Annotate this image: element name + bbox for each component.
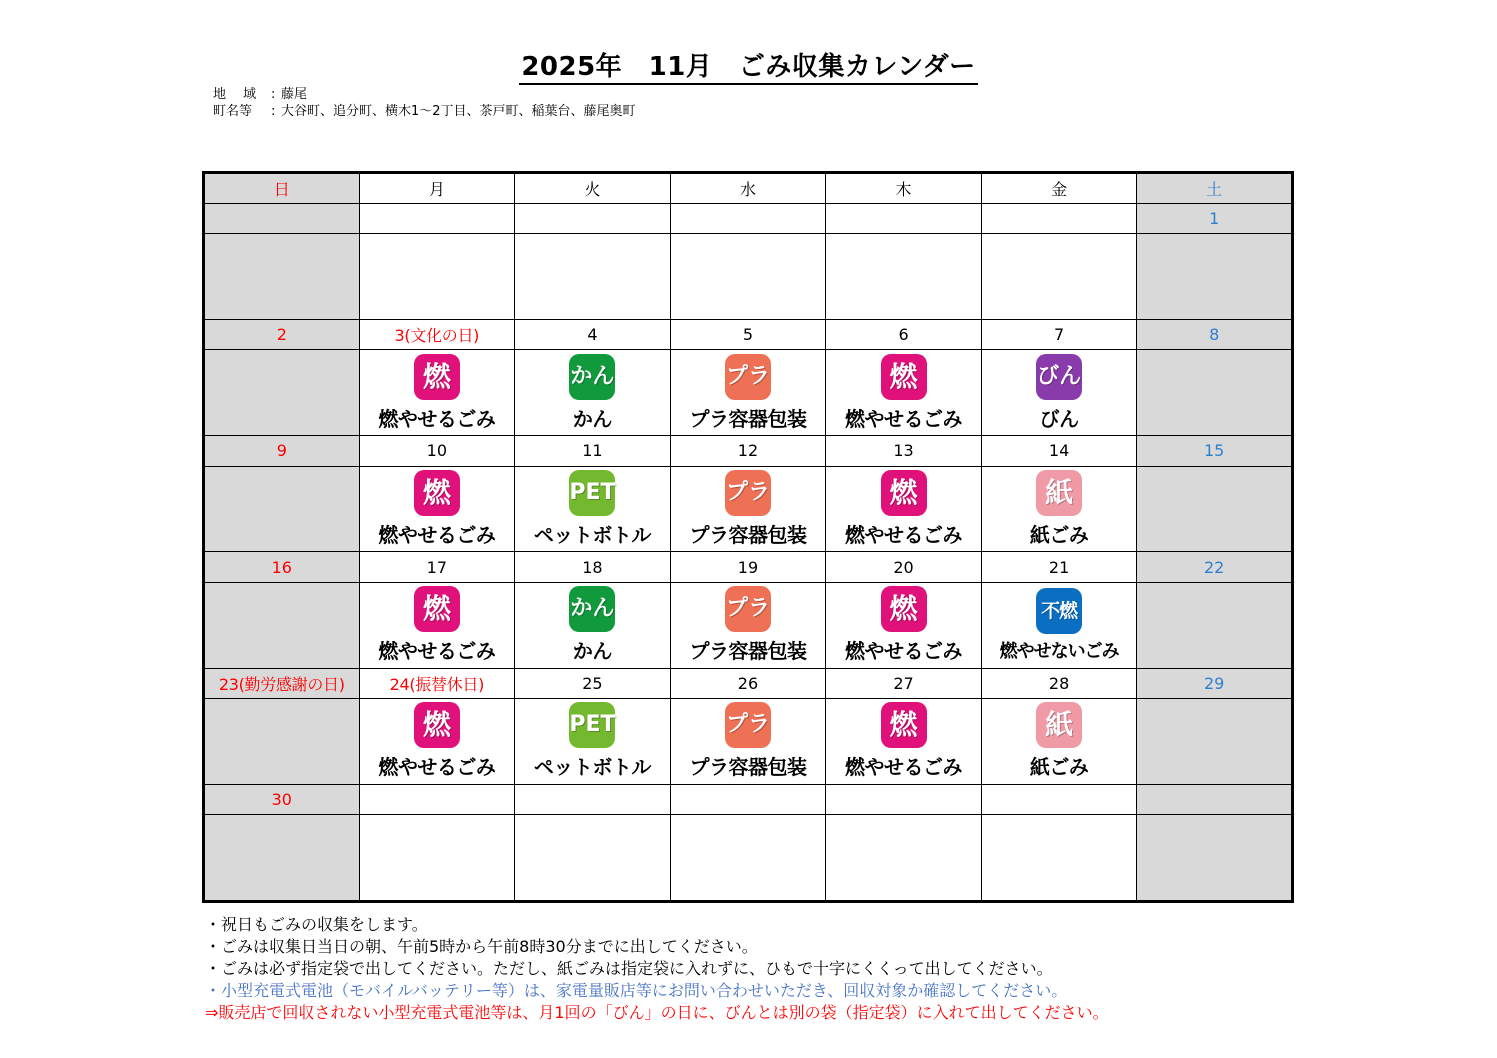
day-number: 27: [826, 668, 982, 698]
day-number: 15: [1137, 436, 1293, 466]
day-cell: [826, 350, 982, 436]
note-bag: ・ごみは必ず指定袋で出してください。ただし、紙ごみは指定袋に入れずに、ひもで十字にくくって出してください。: [205, 959, 1053, 978]
day-cell: [359, 815, 515, 902]
day-number: 20: [826, 552, 982, 582]
day-cell: [359, 234, 515, 320]
burn-icon: 燃: [881, 702, 927, 748]
burn-icon: 燃: [881, 586, 927, 632]
garbage-type-label: 燃やせるごみ: [378, 639, 496, 664]
day-number: [204, 204, 360, 234]
day-number: 10: [359, 436, 515, 466]
garbage-type-label: かん: [572, 639, 612, 664]
garbage-type-label: 燃やせるごみ: [378, 406, 496, 431]
burn-icon: 燃: [881, 470, 927, 516]
day-cell: [981, 350, 1137, 436]
paper-icon: 紙: [1036, 470, 1082, 516]
day-number: 29: [1137, 668, 1293, 698]
weekday-header: 金: [981, 173, 1137, 204]
towns-label: 町名等: [213, 104, 253, 119]
area-label: 地 域: [213, 87, 257, 102]
day-number: 12: [670, 436, 826, 466]
garbage-type-label: プラ容器包装: [689, 755, 807, 780]
day-number: 3(文化の日): [359, 320, 515, 350]
day-number: [515, 784, 671, 814]
day-cell: [1137, 698, 1293, 784]
day-cell: [515, 466, 671, 552]
day-cell: [359, 582, 515, 668]
day-number: 5: [670, 320, 826, 350]
day-number: 17: [359, 552, 515, 582]
day-cell: [981, 466, 1137, 552]
day-number: 11: [515, 436, 671, 466]
day-number: 28: [981, 668, 1137, 698]
day-number: [515, 204, 671, 234]
day-cell: [204, 234, 360, 320]
day-cell: [826, 466, 982, 552]
day-cell: [359, 466, 515, 552]
day-cell: [981, 698, 1137, 784]
day-number: 18: [515, 552, 671, 582]
pla-icon: プラ: [725, 354, 771, 400]
day-cell: [1137, 350, 1293, 436]
day-number: 25: [515, 668, 671, 698]
pet-icon: PET: [569, 702, 615, 748]
pla-icon: プラ: [725, 586, 771, 632]
burn-icon: 燃: [414, 470, 460, 516]
day-number: 8: [1137, 320, 1293, 350]
pla-icon: プラ: [725, 470, 771, 516]
day-number: 4: [515, 320, 671, 350]
day-number: 13: [826, 436, 982, 466]
day-number: 21: [981, 552, 1137, 582]
nonburn-icon: 不燃: [1036, 588, 1082, 634]
day-cell: [359, 698, 515, 784]
garbage-type-label: プラ容器包装: [689, 523, 807, 548]
towns-row: 町名等 : 大谷町、追分町、横木1～2丁目、茶戸町、稲葉台、藤尾奥町: [213, 104, 636, 119]
garbage-type-label: ペットボトル: [533, 755, 651, 780]
can-icon: かん: [569, 354, 615, 400]
collection-calendar: [202, 171, 1294, 903]
garbage-type-label: ペットボトル: [533, 523, 651, 548]
day-cell: [826, 698, 982, 784]
day-cell: [670, 698, 826, 784]
pla-icon: プラ: [725, 702, 771, 748]
burn-icon: 燃: [881, 354, 927, 400]
page-title: 2025年 11月 ごみ収集カレンダー: [0, 46, 1497, 83]
day-number: [826, 204, 982, 234]
day-number: [981, 784, 1137, 814]
notes: [205, 914, 1109, 1024]
day-number: 24(振替休日): [359, 668, 515, 698]
day-number: 7: [981, 320, 1137, 350]
garbage-type-label: 紙ごみ: [1029, 523, 1089, 548]
day-cell: [204, 350, 360, 436]
bin-icon: びん: [1036, 354, 1082, 400]
day-cell: [1137, 234, 1293, 320]
garbage-type-label: 燃やせるごみ: [845, 523, 963, 548]
day-number: [826, 784, 982, 814]
garbage-type-label: びん: [1039, 406, 1079, 431]
day-number: [359, 204, 515, 234]
area-value: 藤尾: [281, 87, 308, 102]
day-cell: [515, 350, 671, 436]
day-cell: [670, 350, 826, 436]
note-holiday: ・祝日もごみの収集をします。: [205, 915, 428, 934]
weekday-header: 土: [1137, 173, 1293, 204]
day-cell: [670, 234, 826, 320]
burn-icon: 燃: [414, 354, 460, 400]
day-cell: [826, 582, 982, 668]
day-number: 6: [826, 320, 982, 350]
day-cell: [826, 234, 982, 320]
towns-value: 大谷町、追分町、横木1～2丁目、茶戸町、稲葉台、藤尾奥町: [281, 104, 636, 119]
garbage-type-label: かん: [572, 406, 612, 431]
day-cell: [981, 582, 1137, 668]
day-cell: [515, 698, 671, 784]
day-number: [981, 204, 1137, 234]
day-cell: [981, 815, 1137, 902]
day-number: 23(勤労感謝の日): [204, 668, 360, 698]
day-number: 9: [204, 436, 360, 466]
pet-icon: PET: [569, 470, 615, 516]
day-cell: [359, 350, 515, 436]
day-number: 16: [204, 552, 360, 582]
garbage-type-label: プラ容器包装: [689, 406, 807, 431]
day-cell: [981, 234, 1137, 320]
garbage-type-label: 燃やせないごみ: [999, 640, 1119, 662]
burn-icon: 燃: [414, 702, 460, 748]
day-cell: [515, 815, 671, 902]
day-cell: [204, 698, 360, 784]
paper-icon: 紙: [1036, 702, 1082, 748]
burn-icon: 燃: [414, 586, 460, 632]
day-cell: [204, 815, 360, 902]
day-cell: [1137, 466, 1293, 552]
weekday-header: 月: [359, 173, 515, 204]
garbage-type-label: 燃やせるごみ: [378, 755, 496, 780]
garbage-type-label: 燃やせるごみ: [845, 755, 963, 780]
weekday-header: 日: [204, 173, 360, 204]
day-number: 19: [670, 552, 826, 582]
weekday-header: 水: [670, 173, 826, 204]
day-cell: [204, 582, 360, 668]
day-number: [670, 784, 826, 814]
day-number: [1137, 784, 1293, 814]
day-number: 14: [981, 436, 1137, 466]
day-cell: [826, 815, 982, 902]
day-cell: [670, 466, 826, 552]
garbage-type-label: 燃やせるごみ: [845, 406, 963, 431]
garbage-type-label: プラ容器包装: [689, 639, 807, 664]
area-row: 地 域 : 藤尾: [213, 87, 308, 102]
day-number: 1: [1137, 204, 1293, 234]
weekday-header: 火: [515, 173, 671, 204]
day-number: 2: [204, 320, 360, 350]
area-info: [213, 86, 636, 120]
note-battery-disposal: ⇒販売店で回収されない小型充電式電池等は、月1回の「びん」の日に、びんとは別の袋（指定袋）に入れて出してください。: [205, 1003, 1109, 1022]
day-cell: [515, 234, 671, 320]
day-number: [359, 784, 515, 814]
day-cell: [204, 466, 360, 552]
day-cell: [670, 815, 826, 902]
garbage-type-label: 燃やせるごみ: [845, 639, 963, 664]
day-number: [670, 204, 826, 234]
garbage-type-label: 燃やせるごみ: [378, 523, 496, 548]
note-battery: ・小型充電式電池（モバイルバッテリー等）は、家電量販店等にお問い合わせいただき、回収対象か確認してください。: [205, 981, 1068, 1000]
note-time: ・ごみは収集日当日の朝、午前5時から午前8時30分までに出してください。: [205, 937, 758, 956]
day-number: 26: [670, 668, 826, 698]
can-icon: かん: [569, 586, 615, 632]
weekday-header: 木: [826, 173, 982, 204]
day-cell: [515, 582, 671, 668]
day-cell: [1137, 815, 1293, 902]
day-number: 22: [1137, 552, 1293, 582]
garbage-type-label: 紙ごみ: [1029, 755, 1089, 780]
day-cell: [670, 582, 826, 668]
day-cell: [1137, 582, 1293, 668]
day-number: 30: [204, 784, 360, 814]
